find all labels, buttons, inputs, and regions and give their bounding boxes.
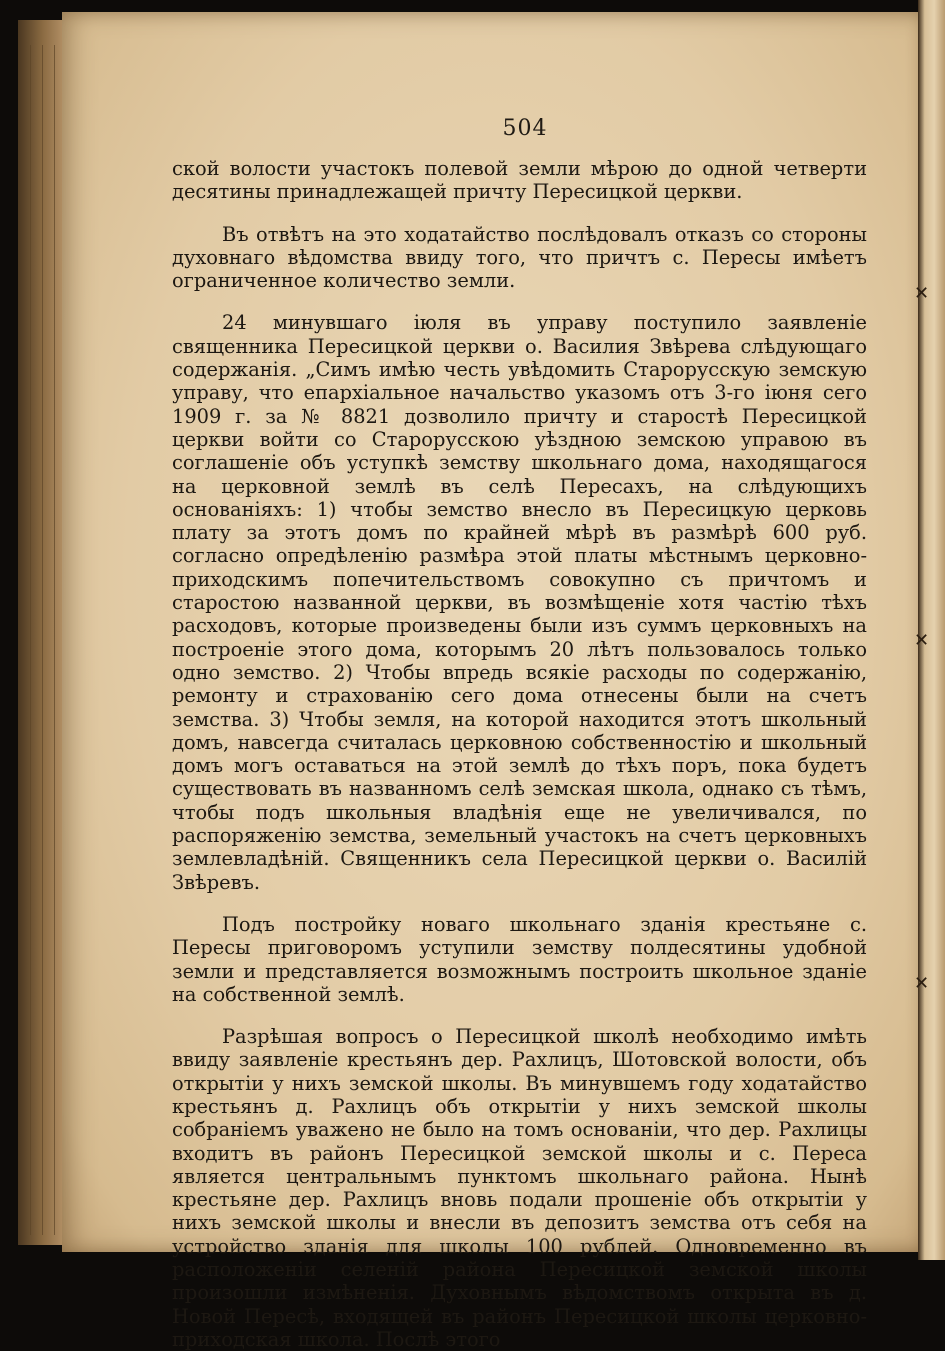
paragraph-3: 24 минувшаго iюля въ управу поступило заявленiе священника Пересицкой церкви о. Василия Звѣрева слѣдующаго содержанiя. „Симъ имѣю честь увѣдомить Старорусскую земскую управу, что епархiальное начальство указомъ отъ 3-го iюня сего 1909 г. за № 8821 дозволило причту и старостѣ Пересицкой церкви войти со Старорусскою уѣздною земскою управою въ соглашенiе объ уступкѣ земству школьнаго дома, находящагося на церковной землѣ въ селѣ Пересахъ, на слѣдующихъ основанiяхъ: 1) чтобы земство внесло въ Пересицкую церковь плату за этотъ домъ по крайней мѣрѣ въ размѣрѣ 600 руб. согласно опредѣленiю размѣра этой платы мѣстнымъ церковно-приходскимъ попечительствомъ совокупно съ причтомъ и старостою названной церкви, въ возмѣщенiе хотя частiю тѣхъ расходовъ, которые произведены были изъ суммъ церковныхъ на построенiе этого дома, которымъ 20 лѣтъ пользовалось только одно земство. 2) Чтобы впредь всякiе расходы по содержанiю, ремонту и страхованiю сего дома отнесены были на счетъ земства. 3) Чтобы земля, на которой находится этотъ школьный домъ, навсегда считалась церковною собственностiю и школьный домъ могъ оставаться на этой землѣ до тѣхъ поръ, пока будетъ существовать въ названномъ селѣ земская школа, однако съ тѣмъ, чтобы подъ школьныя владѣнiя еще не увеличивался, по распоряженiю земства, земельный участокъ на счетъ церковныхъ землевладѣнiй. Священникъ села Пересицкой церкви о. Василiй Звѣревъ. — [172, 311, 867, 894]
paragraph-4: Подъ постройку новаго школьнаго зданiя крестьяне с. Пересы приговоромъ уступили земству полдесятины удобной земли и представляется возможнымъ построить школьное зданiе на собственной землѣ. — [172, 912, 867, 1006]
document-body — [172, 157, 867, 1351]
page-edge-line — [54, 45, 55, 1235]
page-number: 504 — [502, 116, 548, 141]
binding-stitch-icon: ✕ — [914, 630, 930, 651]
page-edge-line — [42, 45, 43, 1235]
paragraph-1: ской волости участокъ полевой земли мѣрою до одной четверти десятины принадлежащей причту Пересицкой церкви. — [172, 157, 867, 204]
paragraph-5: Разрѣшая вопросъ о Пересицкой школѣ необходимо имѣть ввиду заявленiе крестьянъ дер. Рахлицъ, Шотовской волости, объ открытiи у нихъ земской школы. Въ минувшемъ году ходатайство крестьянъ д. Рахлицъ объ открытiи у нихъ земской школы собранiемъ уважено не было на томъ основанiи, что дер. Рахлицы входитъ въ районъ Пересицкой земской школы и с. Переса является центральнымъ пунктомъ школьнаго района. Нынѣ крестьяне дер. Рахлицъ вновь подали прошенiе объ открытiи у нихъ земской школы и внесли въ депозитъ земства отъ себя на устройство зданiя для школы 100 рублей. Одновременно въ расположенiи селенiй района Пересицкой земской школы произошли измѣненiя. Духовнымъ вѣдомствомъ открыта въ д. Новой Пересѣ, входящей въ районъ Пересицкой школы церковно-приходская школа. Послѣ этого — [172, 1025, 867, 1351]
binding-stitch-icon: ✕ — [914, 283, 930, 304]
paragraph-2: Въ отвѣтъ на это ходатайство послѣдовалъ отказъ со стороны духовнаго вѣдомства ввиду того, что причтъ с. Пересы имѣетъ ограниченное количество земли. — [172, 222, 867, 293]
page-edge-line — [30, 45, 31, 1235]
binding-stitch-icon: ✕ — [914, 973, 930, 994]
